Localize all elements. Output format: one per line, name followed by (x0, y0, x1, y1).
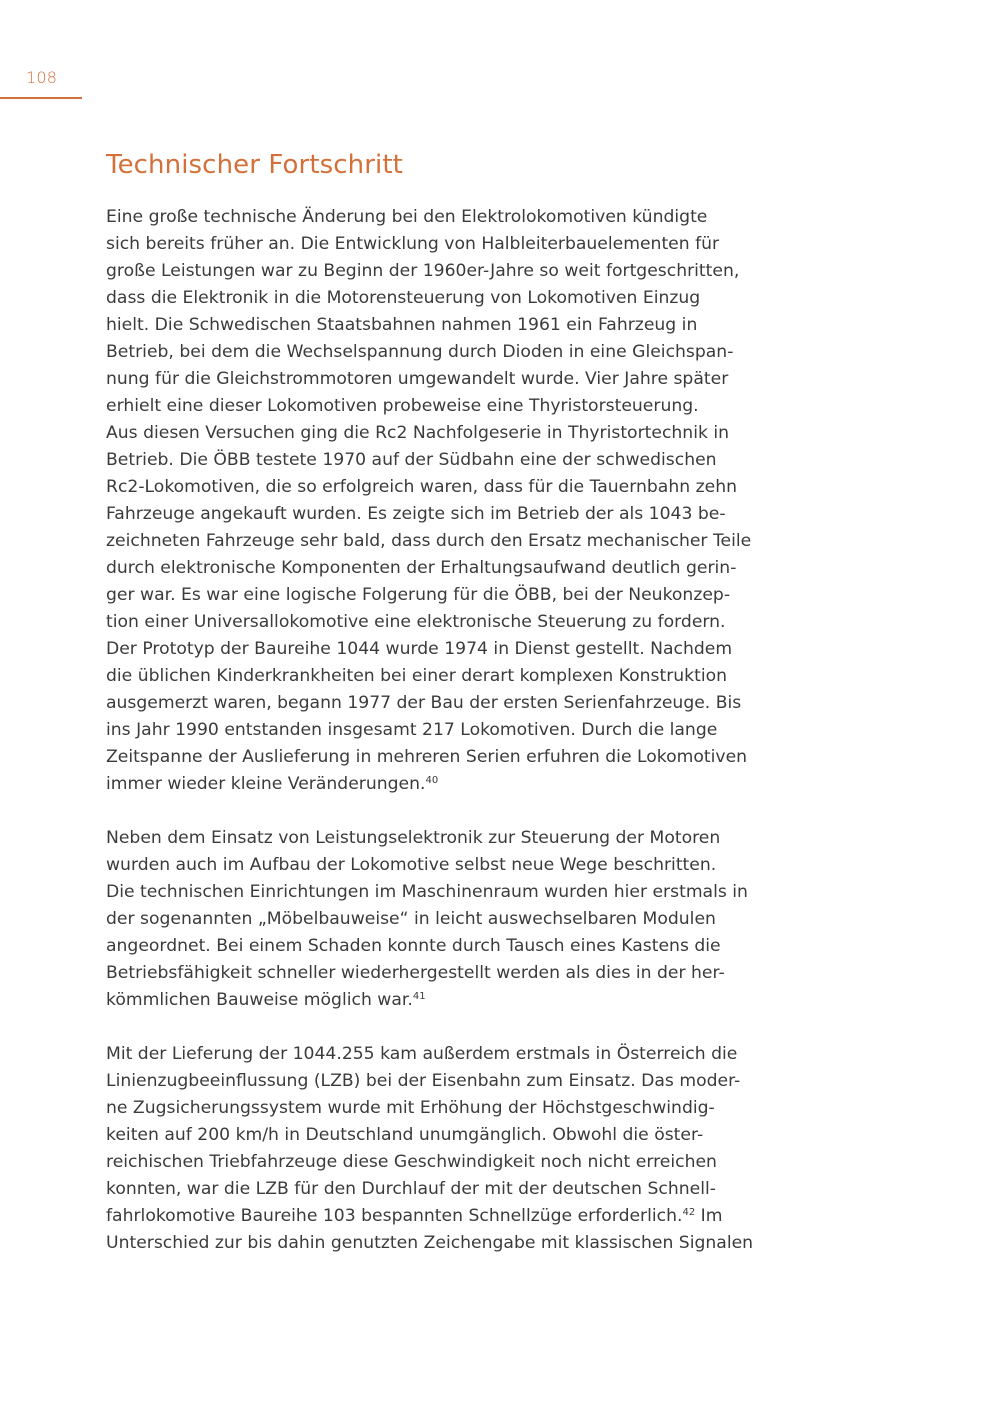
text-line: Fahrzeuge angekauft wurden. Es zeigte sich im Betrieb der als 1043 be- (106, 504, 726, 524)
text-line: hielt. Die Schwedischen Staatsbahnen nahmen 1961 ein Fahrzeug in (106, 315, 698, 335)
text-line: ins Jahr 1990 entstanden insgesamt 217 Lokomotiven. Durch die lange (106, 720, 718, 740)
text-line: Unterschied zur bis dahin genutzten Zeichengabe mit klassischen Signalen (106, 1233, 754, 1253)
text-line: die üblichen Kinderkrankheiten bei einer derart komplexen Konstruktion (106, 666, 728, 686)
body-text (106, 204, 786, 1284)
text-line: erhielt eine dieser Lokomotiven probeweise eine Thyristorsteuerung. (106, 396, 699, 416)
text-line: Neben dem Einsatz von Leistungselektronik zur Steuerung der Motoren (106, 828, 721, 848)
text-line: ne Zugsicherungssystem wurde mit Erhöhung der Höchstgeschwindig- (106, 1098, 715, 1118)
page-number-rule (0, 97, 82, 99)
text-line-content: kömmlichen Bauweise möglich war. (106, 990, 413, 1010)
text-line: Zeitspanne der Auslieferung in mehreren Serien erfuhren die Lokomotiven (106, 747, 748, 767)
page-number: 108 (26, 68, 58, 87)
text-line: konnten, war die LZB für den Durchlauf der mit der deutschen Schnell- (106, 1179, 716, 1199)
text-line-with-footnote (106, 1203, 786, 1230)
text-line: durch elektronische Komponenten der Erhaltungsaufwand deutlich gerin- (106, 558, 737, 578)
text-line: ausgemerzt waren, begann 1977 der Bau der ersten Serienfahrzeuge. Bis (106, 693, 742, 713)
text-line: Der Prototyp der Baureihe 1044 wurde 1974 in Dienst gestellt. Nachdem (106, 639, 733, 659)
text-line: wurden auch im Aufbau der Lokomotive selbst neue Wege beschritten. (106, 855, 717, 875)
footnote-marker: 42 (682, 1207, 696, 1218)
text-line: Aus diesen Versuchen ging die Rc2 Nachfolgeserie in Thyristortechnik in (106, 423, 730, 443)
text-line: reichischen Triebfahrzeuge diese Geschwindigkeit noch nicht erreichen (106, 1152, 717, 1172)
text-line-with-footnote (106, 771, 786, 798)
text-line: große Leistungen war zu Beginn der 1960er-Jahre so weit fortgeschritten, (106, 261, 740, 281)
text-line-with-footnote (106, 987, 786, 1014)
text-line: der sogenannten „Möbelbauweise“ in leicht auswechselbaren Modulen (106, 909, 716, 929)
text-line: Betriebsfähigkeit schneller wiederhergestellt werden als dies in der her- (106, 963, 725, 983)
footnote-marker: 41 (412, 991, 426, 1002)
text-line: Eine große technische Änderung bei den Elektrolokomotiven kündigte (106, 207, 708, 227)
text-line: zeichneten Fahrzeuge sehr bald, dass durch den Ersatz mechanischer Teile (106, 531, 752, 551)
text-line: ger war. Es war eine logische Folgerung für die ÖBB, bei der Neukonzep- (106, 585, 731, 605)
text-line-content: Im (695, 1206, 723, 1226)
paragraph-2 (106, 825, 786, 1014)
text-line: tion einer Universallokomotive eine elektronische Steuerung zu fordern. (106, 612, 726, 632)
footnote-marker: 40 (425, 775, 439, 786)
text-line-content: immer wieder kleine Veränderungen. (106, 774, 426, 794)
text-line: Die technischen Einrichtungen im Maschinenraum wurden hier erstmals in (106, 882, 748, 902)
text-line: Mit der Lieferung der 1044.255 kam außerdem erstmals in Österreich die (106, 1044, 738, 1064)
text-line: Linienzugbeeinflussung (LZB) bei der Eisenbahn zum Einsatz. Das moder- (106, 1071, 741, 1091)
text-line: keiten auf 200 km/h in Deutschland unumgänglich. Obwohl die öster- (106, 1125, 704, 1145)
paragraph-3 (106, 1041, 786, 1257)
section-heading: Technischer Fortschritt (106, 150, 403, 180)
text-line: dass die Elektronik in die Motorensteuerung von Lokomotiven Einzug (106, 288, 701, 308)
text-line-content: fahrlokomotive Baureihe 103 bespannten Schnellzüge erforderlich. (106, 1206, 683, 1226)
text-line: Betrieb, bei dem die Wechselspannung durch Dioden in eine Gleichspan- (106, 342, 734, 362)
text-line: sich bereits früher an. Die Entwicklung von Halbleiterbauelementen für (106, 234, 720, 254)
text-line: angeordnet. Bei einem Schaden konnte durch Tausch eines Kastens die (106, 936, 721, 956)
paragraph-1 (106, 204, 786, 798)
text-line: Betrieb. Die ÖBB testete 1970 auf der Südbahn eine der schwedischen (106, 450, 717, 470)
text-line: Rc2-Lokomotiven, die so erfolgreich waren, dass für die Tauernbahn zehn (106, 477, 737, 497)
text-line: nung für die Gleichstrommotoren umgewandelt wurde. Vier Jahre später (106, 369, 729, 389)
